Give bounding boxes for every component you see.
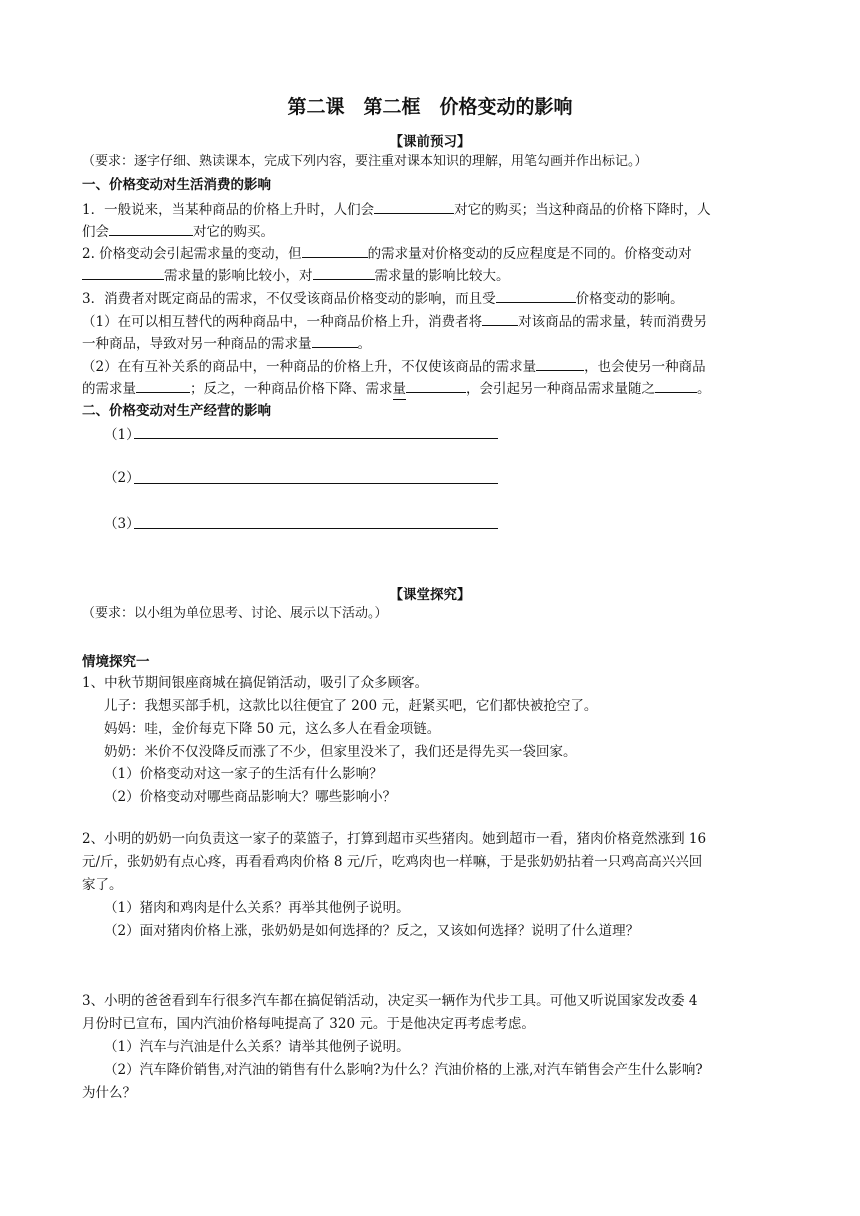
complement-question-line-2: 的需求量 ；反之，一种商品价格下降、需求量 ，会引起另一种商品需求量随之 。 [82,378,711,400]
scenario-3-question-2-line-1: （2）汽车降价销售,对汽油的销售有什么影响?为什么？汽油价格的上涨,对汽车销售会产生什么影响? [104,1062,703,1078]
scenario-3-line-2: 月份时已宣布，国内汽油价格每吨提高了 320 元。于是他决定再考虑考虑。 [82,1016,535,1032]
scenario-2-question-2: （2）面对猪肉价格上涨，张奶奶是如何选择的？反之，又该如何选择？说明了什么道理？ [104,923,640,939]
page-title: 第二课 第二框 价格变动的影响 [287,96,573,118]
section-heading-production: 二、价格变动对生产经营的影响 [82,403,271,419]
answer-label-1: （1） [104,427,140,443]
fill-blank[interactable] [496,288,576,303]
fill-blank[interactable] [406,378,466,393]
scenario-2-line-2: 元/斤，张奶奶有点心疼，再看看鸡肉价格 8 元/斤，吃鸡肉也一样嘛，于是张奶奶拈着一只鸡高高兴兴回 [82,854,703,870]
scenario-3-question-2-line-2: 为什么？ [82,1085,136,1101]
scenario-1-question-2: （2）价格变动对哪些商品影响大？哪些影响小？ [104,789,397,805]
question-2-line-1: 2. 价格变动会引起需求量的变动，但 的需求量对价格变动的反应程度是不同的。价格变动对 [82,243,692,264]
substitute-question-line-1: （1）在可以相互替代的两种商品中，一种商品价格上升，消费者将 对该商品的需求量，转而消费另 [82,311,707,332]
preview-requirement: （要求：逐字仔细、熟读课本，完成下列内容，要注重对课本知识的理解，用笔勾画并作出标记。） [82,154,648,169]
scenario-1-intro: 1、中秋节期间银座商城在搞促销活动，吸引了众多顾客。 [82,675,429,691]
classroom-heading: 【课堂探究】 [389,587,471,603]
scenario-3-question-1: （1）汽车与汽油是什么关系？请举其他例子说明。 [104,1039,410,1055]
question-3: 3．消费者对既定商品的需求，不仅受该商品价格变动的影响，而且受 价格变动的影响。 [82,288,684,309]
answer-line-1[interactable] [134,438,498,439]
fill-blank[interactable] [655,378,697,393]
scenario-heading: 情境探究一 [82,654,150,670]
answer-line-2[interactable] [134,483,498,484]
answer-line-3[interactable] [134,528,498,529]
classroom-requirement: （要求：以小组为单位思考、讨论、展示以下活动。） [82,606,388,621]
preview-heading: 【课前预习】 [389,134,471,150]
scenario-1-son: 儿子：我想买部手机，这款比以往便宜了 200 元，赶紧买吧，它们都快被抢空了。 [104,698,598,714]
question-2-line-2: 需求量的影响比较小，对 需求量的影响比较大。 [82,265,510,286]
fill-blank[interactable] [313,265,375,280]
answer-label-2: （2） [104,470,140,486]
scenario-1-mom: 妈妈：哇，金价每克下降 50 元，这么多人在看金项链。 [104,721,441,737]
scenario-2-line-1: 2、小明的奶奶一向负责这一家子的菜篮子，打算到超市买些猪肉。她到超市一看，猪肉价格竟然涨到 16 [82,831,707,847]
fill-blank[interactable] [302,243,368,258]
complement-question-line-1: （2）在有互补关系的商品中，一种商品的价格上升，不仅使该商品的需求量 ，也会使另一种商品 [82,356,706,377]
scenario-1-question-1: （1）价格变动对这一家子的生活有什么影响？ [104,766,383,782]
substitute-question-line-2: 一种商品，导致对另一种商品的需求量 。 [82,333,371,354]
question-1-line-2: 们会 对它的购买。 [82,221,274,242]
answer-label-3: （3） [104,516,140,532]
fill-blank[interactable] [312,333,358,348]
fill-blank[interactable] [136,378,190,393]
fill-blank[interactable] [536,356,584,371]
fill-blank[interactable] [482,311,518,326]
fill-blank[interactable] [109,221,193,236]
scenario-3-line-1: 3、小明的爸爸看到车行很多汽车都在搞促销活动，决定买一辆作为代步工具。可他又听说国家发改委 4 [82,993,698,1009]
question-1-line-1: 1．一般说来，当某种商品的价格上升时，人们会 对它的购买；当这种商品的价格下降时，人 [82,199,711,220]
scenario-1-grandma: 奶奶：米价不仅没降反而涨了不少，但家里没米了，我们还是得先买一袋回家。 [104,744,577,760]
fill-blank[interactable] [82,265,164,280]
scenario-2-question-1: （1）猪肉和鸡肉是什么关系？再举其他例子说明。 [104,900,410,916]
scenario-2-line-3: 家了。 [82,877,123,893]
fill-blank[interactable] [374,199,454,214]
section-heading-consumption: 一、价格变动对生活消费的影响 [82,177,271,193]
